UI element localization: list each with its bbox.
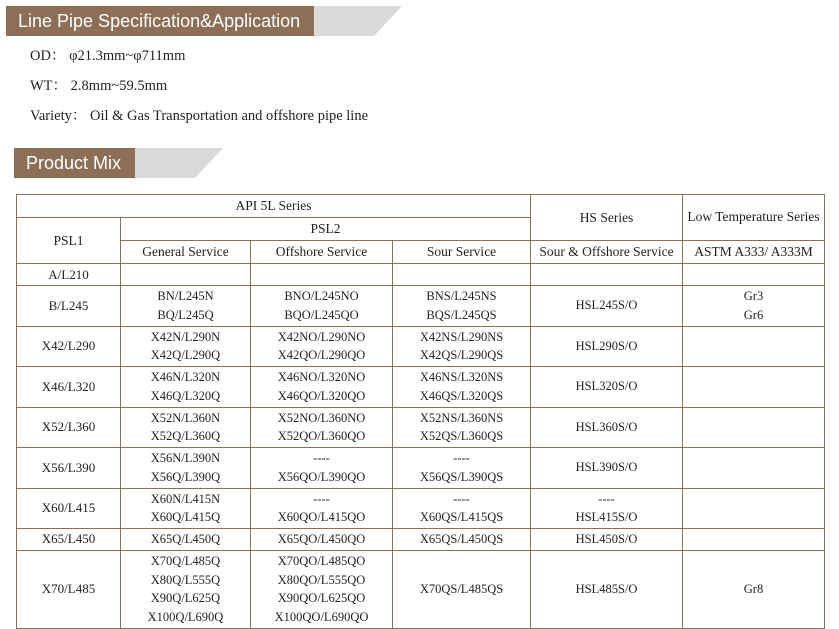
cell-psl1-grade: X65/L450 [17,529,121,551]
table-row [17,448,825,489]
cell-hs-series: HSL290S/O [531,326,683,367]
cell-psl1-grade: X52/L360 [17,407,121,448]
section-title-specification: Line Pipe Specification&Application [6,6,314,36]
cell-hs-series: HSL320S/O [531,367,683,408]
cell-low-temperature-series [683,529,825,551]
spec-label-wt: WT： [30,78,68,94]
cell-sour-service: X46NS/L320NS X46QS/L320QS [393,367,531,408]
spec-label-variety: Variety： [30,108,87,124]
cell-psl1-grade: B/L245 [17,286,121,327]
cell-low-temperature-series: Gr8 [683,550,825,628]
cell-sour-service: BNS/L245NS BQS/L245QS [393,286,531,327]
cell-general-service: X56N/L390N X56Q/L390Q [121,448,251,489]
spec-row-wt [30,74,368,95]
cell-sour-service: X52NS/L360NS X52QS/L360QS [393,407,531,448]
spec-value-wt: 2.8mm~59.5mm [70,78,168,94]
cell-general-service: X65Q/L450Q [121,529,251,551]
cell-sour-service: X65QS/L450QS [393,529,531,551]
table-row [17,488,825,529]
cell-general-service [121,264,251,286]
section-title-product-mix: Product Mix [14,148,135,178]
header-offshore-service: Offshore Service [251,241,393,264]
cell-hs-series: HSL485S/O [531,550,683,628]
spec-row-od [30,44,368,65]
banner-tail-shape [314,6,402,36]
cell-offshore-service: BNO/L245NO BQO/L245QO [251,286,393,327]
cell-sour-service: ---- X60QS/L415QS [393,488,531,529]
table-row [17,529,825,551]
cell-general-service: BN/L245N BQ/L245Q [121,286,251,327]
table-row [17,367,825,408]
cell-general-service: X60N/L415N X60Q/L415Q [121,488,251,529]
table-header-row-3 [17,241,825,264]
cell-sour-service: X70QS/L485QS [393,550,531,628]
spec-value-variety: Oil & Gas Transportation and offshore pipe line [90,108,369,124]
cell-sour-service: X42NS/L290NS X42QS/L290QS [393,326,531,367]
cell-low-temperature-series [683,488,825,529]
product-mix-table-wrap [16,194,824,629]
header-psl2: PSL2 [121,218,531,241]
spec-value-od: φ21.3mm~φ711mm [69,48,186,64]
cell-sour-service: ---- X56QS/L390QS [393,448,531,489]
cell-hs-series: HSL450S/O [531,529,683,551]
section-banner-specification [6,6,402,36]
table-row [17,326,825,367]
cell-offshore-service: X70QO/L485QO X80QO/L555QO X90QO/L625QO X100QO/L690QO [251,550,393,628]
cell-offshore-service [251,264,393,286]
cell-hs-series: HSL390S/O [531,448,683,489]
table-row [17,286,825,327]
cell-general-service: X52N/L360N X52Q/L360Q [121,407,251,448]
cell-low-temperature-series [683,264,825,286]
cell-low-temperature-series [683,326,825,367]
cell-offshore-service: X46NO/L320NO X46QO/L320QO [251,367,393,408]
cell-hs-series: HSL245S/O [531,286,683,327]
cell-low-temperature-series: Gr3 Gr6 [683,286,825,327]
spec-row-variety [30,104,368,125]
cell-general-service: X46N/L320N X46Q/L320Q [121,367,251,408]
header-general-service: General Service [121,241,251,264]
cell-hs-series [531,264,683,286]
product-mix-table-body [17,264,825,629]
cell-psl1-grade: X70/L485 [17,550,121,628]
cell-psl1-grade: X56/L390 [17,448,121,489]
header-api-5l-series: API 5L Series [17,195,531,218]
banner-tail-shape-2 [135,148,223,178]
cell-sour-service [393,264,531,286]
cell-low-temperature-series [683,367,825,408]
product-mix-table [16,194,825,629]
header-psl1: PSL1 [17,218,121,264]
cell-offshore-service: ---- X60QO/L415QO [251,488,393,529]
table-row [17,550,825,628]
cell-hs-series: HSL360S/O [531,407,683,448]
table-header-row-1 [17,195,825,218]
cell-psl1-grade: X46/L320 [17,367,121,408]
cell-general-service: X42N/L290N X42Q/L290Q [121,326,251,367]
section-banner-product-mix [14,148,223,178]
cell-offshore-service: ---- X56QO/L390QO [251,448,393,489]
cell-low-temperature-series [683,407,825,448]
cell-psl1-grade: X42/L290 [17,326,121,367]
cell-offshore-service: X42NO/L290NO X42QO/L290QO [251,326,393,367]
cell-offshore-service: X52NO/L360NO X52QO/L360QO [251,407,393,448]
header-hs-series: HS Series [531,195,683,241]
table-row [17,407,825,448]
table-row [17,264,825,286]
cell-general-service: X70Q/L485Q X80Q/L555Q X90Q/L625Q X100Q/L690Q [121,550,251,628]
header-sour-service: Sour Service [393,241,531,264]
cell-offshore-service: X65QO/L450QO [251,529,393,551]
specification-list [30,44,368,134]
spec-label-od: OD： [30,48,66,64]
header-sour-offshore-service: Sour & Offshore Service [531,241,683,264]
header-astm-a333: ASTM A333/ A333M [683,241,825,264]
header-low-temperature-series: Low Temperature Series [683,195,825,241]
cell-low-temperature-series [683,448,825,489]
cell-psl1-grade: X60/L415 [17,488,121,529]
cell-psl1-grade: A/L210 [17,264,121,286]
cell-hs-series: ---- HSL415S/O [531,488,683,529]
